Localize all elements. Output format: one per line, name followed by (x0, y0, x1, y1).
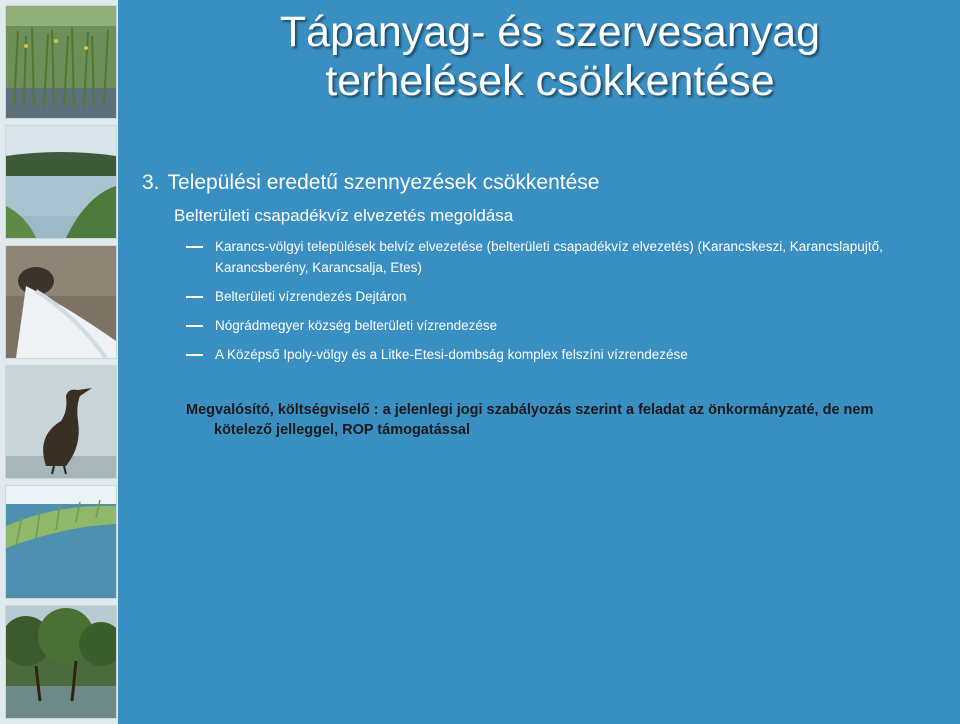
list-item-text: A Középső Ipoly-völgy és a Litke-Etesi-dombság komplex felszíni vízrendezése (215, 347, 688, 362)
list-item-text: Belterületi vízrendezés Dejtáron (215, 289, 407, 304)
dash-bullet-icon (186, 296, 203, 298)
dash-bullet-icon (186, 354, 203, 356)
section-heading-text: Települési eredetű szennyezések csökkentése (167, 171, 600, 194)
river-photo (5, 125, 117, 239)
title-line-2: terhelések csökkentése (325, 57, 775, 105)
list-item (186, 315, 906, 336)
list-item (186, 286, 906, 307)
cormorant-photo (5, 365, 117, 479)
list-item (186, 236, 906, 278)
title-line-1: Tápanyag- és szervesanyag (279, 8, 821, 56)
section-number: 3. (142, 171, 160, 194)
note-line-2: kötelező jelleggel, ROP támogatással (214, 422, 470, 438)
reed-photo (5, 5, 117, 119)
note-line-1: Megvalósító, költségviselő : a jelenlegi jogi szabályozás szerint a feladat az önkormányzaté, de nem (186, 402, 874, 418)
outfall-photo (5, 245, 117, 359)
section-heading (142, 171, 599, 195)
bullet-list (186, 236, 906, 373)
trees-photo (5, 605, 117, 719)
slide-title (140, 8, 960, 106)
subheading: Belterületi csapadékvíz elvezetés megoldása (174, 206, 514, 225)
dash-bullet-icon (186, 325, 203, 327)
grass-photo (5, 485, 117, 599)
list-item (186, 344, 906, 365)
list-item-text: Karancs-völgyi települések belvíz elvezetése (belterületi csapadékvíz elvezetés) (Karancskeszi, Karancslapujtő, Karancsberény, Karancsalja, Etes) (215, 239, 883, 275)
dash-bullet-icon (186, 246, 203, 248)
photo-strip (0, 0, 118, 724)
list-item-text: Nógrádmegyer község belterületi vízrendezése (215, 318, 498, 333)
implementation-note (186, 400, 946, 440)
